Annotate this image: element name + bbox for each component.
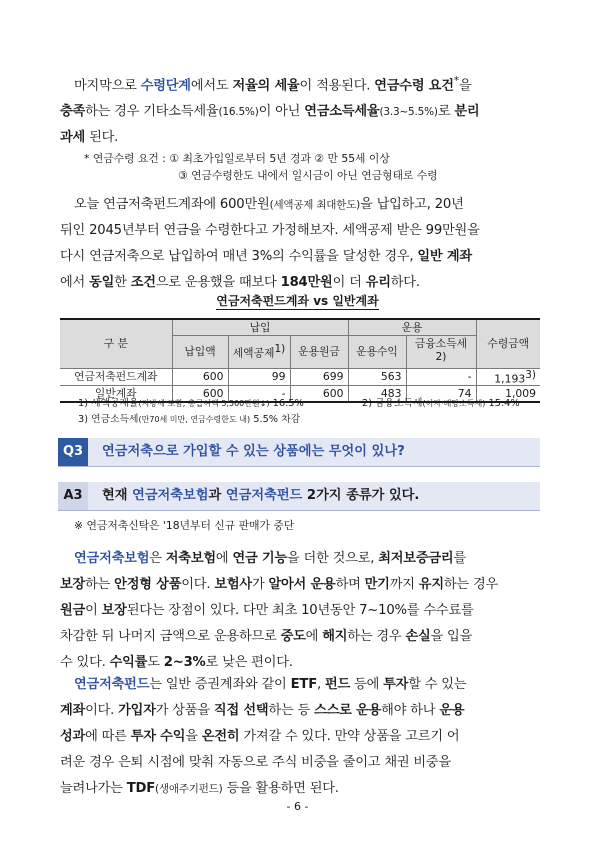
page-number: - 6 - xyxy=(286,800,309,813)
table-title: 연금저축펀드계좌 vs 일반계좌 xyxy=(216,294,379,308)
example-paragraph: 오늘 연금저축펀드계좌에 600만원(세액공제 최대한도)을 납입하고, 20년 뒤인 2045년부터 연금을 수령한다고 가정해보자. 세액공제 받은 99만원을 다시 연금저축으로 납입하여 매년 3%의 수익률을 달성한 경우, 일반 계좌 에서 동일한 조건으로 운용했을 때보다 184만원이 더 유리하다. xyxy=(60,197,480,290)
intro-paragraph: 마지막으로 수령단계에서도 저율의 세율이 적용된다. 연금수령 요건*을 충족하는 경우 기타소득세율(16.5%)이 아닌 연금소득세율(3.3~5.5%)로 분리 과세 된다. xyxy=(60,75,480,146)
table-cell: - xyxy=(228,386,290,403)
table-cell: 1,193$^{3)}$ xyxy=(476,368,540,386)
pension-requirement-note: * 연금수령 요건 : ① 최초가입일로부터 5년 경과 ② 만 55세 이상 ③ 연금수령한도 내에서 일시금이 아닌 연금형태로 수령 xyxy=(84,152,438,182)
table-row xyxy=(60,368,540,386)
table-cell: 600 xyxy=(290,386,348,403)
subheader-cell: 납입액 xyxy=(172,336,228,369)
subheader-cell: 금융소득세$^{2)}$ xyxy=(406,336,476,369)
header-category: 구 분 xyxy=(60,319,172,368)
row-label: 일반계좌 xyxy=(60,386,172,403)
table-cell: 600 xyxy=(172,368,228,386)
table-cell: 563 xyxy=(348,368,406,386)
table-cell: 600 xyxy=(172,386,228,403)
table-cell: 699 xyxy=(290,368,348,386)
comparison-table xyxy=(60,318,540,403)
answer-bar xyxy=(58,482,540,511)
subheader-cell: 운용수익 xyxy=(348,336,406,369)
header-receipt-amount: 수령금액 xyxy=(476,319,540,368)
table-cell: 74 xyxy=(406,386,476,403)
table-header-row xyxy=(60,319,540,336)
footnote-3: 3) 연금소득세(만70세 미만, 연금수령한도 내) 5.5% 차감 xyxy=(78,414,301,425)
subheader-cell: 세액공제$^{1)}$ xyxy=(228,336,290,369)
footnote-1: 1) 세액공제율(지방세 포함, 총급여액 5,500만원↓) 16.5% xyxy=(78,398,304,409)
question-tag: Q3 xyxy=(58,438,88,466)
header-payment: 납입 xyxy=(172,319,348,336)
question-bar xyxy=(58,438,540,467)
subheader-cell: 운용원금 xyxy=(290,336,348,369)
answer-tag: A3 xyxy=(58,482,88,510)
table-cell: - xyxy=(406,368,476,386)
table-cell: 99 xyxy=(228,368,290,386)
table-cell: 483 xyxy=(348,386,406,403)
insurance-paragraph: 연금저축보험은 저축보험에 연금 기능을 더한 것으로, 최저보증금리를 보장하는 안정형 상품이다. 보험사가 알아서 운용하며 만기까지 유지하는 경우 원금이 보장된다는 장점이 있다. 다만 최초 10년동안 7~10%를 수수료를 차감한 뒤 나머지 금액으로 운용하므로 중도에 해지하는 경우 손실을 입을 수 있다. 수익률도 2~3%로 낮은 편이다. xyxy=(60,551,499,670)
row-label: 연금저축펀드계좌 xyxy=(60,368,172,386)
table-cell: 1,009 xyxy=(476,386,540,403)
table-footnotes xyxy=(78,396,548,428)
question-text: 연금저축으로 가입할 수 있는 상품에는 무엇이 있나? xyxy=(102,444,405,459)
footnote-2: 2) 금융소득세(이자·배당소득세) 15.4% xyxy=(362,398,520,409)
answer-text: 현재 연금저축보험과 연금저축펀드 2가지 종류가 있다. xyxy=(102,488,420,503)
header-operation: 운용 xyxy=(348,319,476,336)
answer-note: ※ 연금저축신탁은 '18년부터 신규 판매가 중단 xyxy=(74,519,295,532)
fund-paragraph: 연금저축펀드는 일반 증권계좌와 같이 ETF, 펀드 등에 투자할 수 있는 계좌이다. 가입자가 상품을 직접 선택하는 등 스스로 운용해야 하나 운용 성과에 따른 투자 수익을 온전히 가져갈 수 있다. 만약 상품을 고르기 어 려운 경우 은퇴 시점에 맞춰 자동으로 주식 비중을 줄이고 채권 비중을 늘려나가는 TDF(생애주기펀드) 등을 활용하면 된다. xyxy=(60,677,467,796)
